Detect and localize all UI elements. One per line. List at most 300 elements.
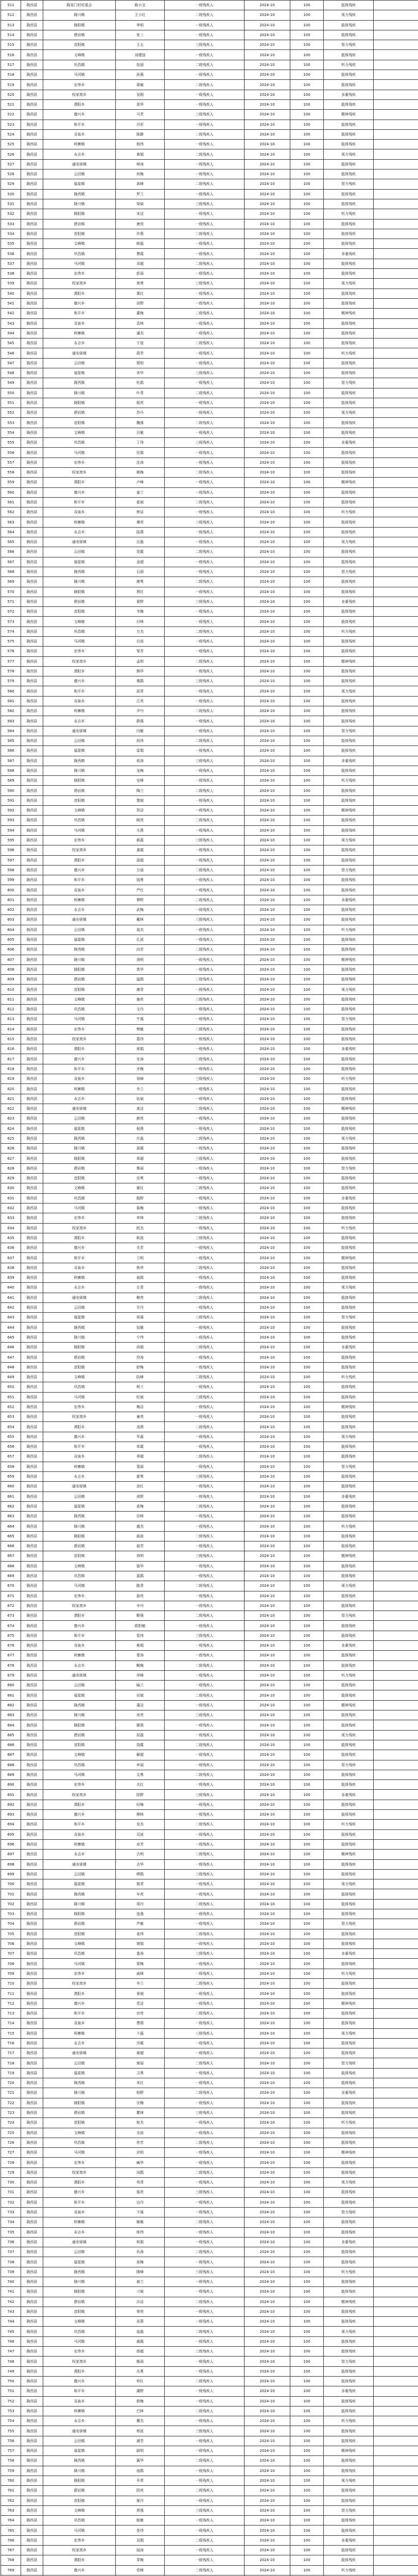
table-row bbox=[1, 418, 418, 428]
category-cell: 一级残疾人 bbox=[165, 1780, 245, 1790]
row-number: 702 bbox=[1, 1899, 21, 1909]
table-row bbox=[1, 1670, 418, 1680]
period-cell: 2024-10 bbox=[245, 140, 290, 149]
remark-cell bbox=[374, 1183, 418, 1193]
remark-cell bbox=[374, 2267, 418, 2277]
unit-cell: 碧岩镇 bbox=[43, 1919, 116, 1929]
remark-cell bbox=[374, 557, 418, 567]
table-row bbox=[1, 2178, 418, 2188]
row-number: 593 bbox=[1, 816, 21, 825]
category-cell: 一级残疾人 bbox=[165, 249, 245, 259]
period-cell: 2024-10 bbox=[245, 835, 290, 845]
remark-cell bbox=[374, 1859, 418, 1869]
name-cell: 边丹 bbox=[116, 2197, 165, 2207]
name-cell: 谭亮 bbox=[116, 517, 165, 527]
table-row bbox=[1, 219, 418, 229]
table-row bbox=[1, 587, 418, 597]
period-cell: 2024-10 bbox=[245, 368, 290, 378]
category-cell: 一级残疾人 bbox=[165, 2118, 245, 2128]
type-cell: 肢体残疾 bbox=[324, 845, 374, 855]
period-cell: 2024-10 bbox=[245, 408, 290, 418]
unit-cell: 马河镇 bbox=[43, 1770, 116, 1780]
type-cell: 肢体残疾 bbox=[324, 746, 374, 756]
category-cell: 一级残疾人 bbox=[165, 1859, 245, 1869]
unit-cell: 文峰镇 bbox=[43, 994, 116, 1004]
remark-cell bbox=[374, 149, 418, 159]
district-cell: 陇西县 bbox=[21, 1183, 43, 1193]
row-number: 522 bbox=[1, 110, 21, 120]
amount-cell: 100 bbox=[290, 120, 324, 129]
district-cell: 陇西县 bbox=[21, 816, 43, 825]
name-cell: 戚峰 bbox=[116, 1969, 165, 1978]
period-cell: 2024-10 bbox=[245, 1879, 290, 1889]
unit-cell: 陇西镇 bbox=[43, 1889, 116, 1899]
remark-cell bbox=[374, 170, 418, 179]
table-row bbox=[1, 706, 418, 716]
amount-cell: 100 bbox=[290, 478, 324, 487]
unit-cell: 双泉乡 bbox=[43, 507, 116, 517]
category-cell: 一级残疾人 bbox=[165, 1283, 245, 1293]
category-cell: 一级残疾人 bbox=[165, 1750, 245, 1760]
row-number: 541 bbox=[1, 298, 21, 308]
table-row bbox=[1, 1631, 418, 1640]
remark-cell bbox=[374, 1681, 418, 1690]
period-cell: 2024-10 bbox=[245, 756, 290, 766]
category-cell: 一级残疾人 bbox=[165, 666, 245, 676]
amount-cell: 100 bbox=[290, 219, 324, 229]
row-number: 591 bbox=[1, 795, 21, 805]
district-cell: 陇西县 bbox=[21, 239, 43, 249]
unit-cell: 云田镇 bbox=[43, 170, 116, 179]
district-cell: 陇西县 bbox=[21, 2446, 43, 2456]
table-row bbox=[1, 269, 418, 279]
remark-cell bbox=[374, 298, 418, 308]
period-cell: 2024-10 bbox=[245, 1, 290, 10]
district-cell: 陇西县 bbox=[21, 199, 43, 209]
district-cell: 陇西县 bbox=[21, 1710, 43, 1720]
table-row bbox=[1, 517, 418, 527]
row-number: 542 bbox=[1, 309, 21, 318]
period-cell: 2024-10 bbox=[245, 269, 290, 279]
type-cell: 肢体残疾 bbox=[324, 1124, 374, 1133]
unit-cell: 首阳镇 bbox=[43, 1929, 116, 1939]
period-cell: 2024-10 bbox=[245, 915, 290, 925]
name-cell: 牟丽 bbox=[116, 1760, 165, 1770]
period-cell: 2024-10 bbox=[245, 825, 290, 835]
remark-cell bbox=[374, 1253, 418, 1263]
amount-cell: 100 bbox=[290, 2436, 324, 2446]
type-cell: 肢体残疾 bbox=[324, 1989, 374, 1998]
category-cell: 二级残疾人 bbox=[165, 626, 245, 636]
category-cell: 一级残疾人 bbox=[165, 1879, 245, 1889]
row-number: 615 bbox=[1, 1034, 21, 1044]
type-cell: 肢体残疾 bbox=[324, 1571, 374, 1581]
amount-cell: 100 bbox=[290, 736, 324, 745]
table-row bbox=[1, 716, 418, 726]
category-cell: 二级残疾人 bbox=[165, 388, 245, 398]
district-cell: 陇西县 bbox=[21, 1064, 43, 1074]
district-cell: 陇西县 bbox=[21, 120, 43, 129]
name-cell: 池鹃 bbox=[116, 2466, 165, 2476]
period-cell: 2024-10 bbox=[245, 795, 290, 805]
unit-cell: 德兴乡 bbox=[43, 865, 116, 875]
name-cell: 陈静 bbox=[116, 129, 165, 139]
unit-cell: 双泉乡 bbox=[43, 1074, 116, 1084]
unit-cell: 首阳镇 bbox=[43, 2118, 116, 2128]
name-cell: 舒梅 bbox=[116, 1362, 165, 1372]
district-cell: 陇西县 bbox=[21, 1829, 43, 1839]
table-row bbox=[1, 1392, 418, 1402]
row-number: 569 bbox=[1, 577, 21, 587]
table-row bbox=[1, 1850, 418, 1859]
table-row bbox=[1, 1372, 418, 1382]
type-cell: 听力残疾 bbox=[324, 1372, 374, 1382]
district-cell: 陇西县 bbox=[21, 547, 43, 557]
amount-cell: 100 bbox=[290, 2456, 324, 2466]
table-row bbox=[1, 527, 418, 537]
type-cell: 肢体残疾 bbox=[324, 2188, 374, 2197]
period-cell: 2024-10 bbox=[245, 706, 290, 716]
table-row bbox=[1, 467, 418, 477]
category-cell: 一级残疾人 bbox=[165, 1203, 245, 1213]
amount-cell: 100 bbox=[290, 110, 324, 120]
type-cell: 听力残疾 bbox=[324, 2565, 374, 2575]
category-cell: 一级残疾人 bbox=[165, 686, 245, 696]
category-cell: 一级残疾人 bbox=[165, 776, 245, 786]
unit-cell: 权家湾乡 bbox=[43, 2357, 116, 2366]
district-cell: 陇西县 bbox=[21, 1681, 43, 1690]
amount-cell: 100 bbox=[290, 2277, 324, 2286]
name-cell: 邓超 bbox=[116, 259, 165, 268]
table-row bbox=[1, 1730, 418, 1740]
category-cell: 三级残疾人 bbox=[165, 1631, 245, 1640]
category-cell: 一级残疾人 bbox=[165, 2546, 245, 2555]
type-cell: 精神残疾 bbox=[324, 1402, 374, 1412]
row-number: 713 bbox=[1, 2008, 21, 2018]
category-cell: 一级残疾人 bbox=[165, 358, 245, 368]
district-cell: 陇西县 bbox=[21, 467, 43, 477]
amount-cell: 100 bbox=[290, 90, 324, 99]
name-cell: 苍伟 bbox=[116, 2526, 165, 2535]
table-row bbox=[1, 1352, 418, 1362]
name-cell: 田野 bbox=[116, 298, 165, 308]
amount-cell: 100 bbox=[290, 10, 324, 20]
unit-cell: 宏伟乡 bbox=[43, 835, 116, 845]
unit-cell: 德兴乡 bbox=[43, 110, 116, 120]
unit-cell: 巩昌镇 bbox=[43, 2327, 116, 2336]
type-cell: 肢体残疾 bbox=[324, 1690, 374, 1700]
remark-cell bbox=[374, 1263, 418, 1273]
remark-cell bbox=[374, 865, 418, 875]
remark-cell bbox=[374, 1104, 418, 1113]
row-number: 526 bbox=[1, 149, 21, 159]
name-cell: 解超 bbox=[116, 1750, 165, 1760]
name-cell: 桑霞 bbox=[116, 2336, 165, 2346]
amount-cell: 100 bbox=[290, 2546, 324, 2555]
row-number: 717 bbox=[1, 2048, 21, 2058]
district-cell: 陇西县 bbox=[21, 1810, 43, 1820]
row-number: 576 bbox=[1, 647, 21, 656]
table-row bbox=[1, 1541, 418, 1551]
category-cell: 一级残疾人 bbox=[165, 1352, 245, 1362]
district-cell: 陇西县 bbox=[21, 1899, 43, 1909]
category-cell: 一级残疾人 bbox=[165, 2197, 245, 2207]
table-row bbox=[1, 1263, 418, 1273]
period-cell: 2024-10 bbox=[245, 328, 290, 338]
row-number: 735 bbox=[1, 2227, 21, 2237]
category-cell: 二级残疾人 bbox=[165, 309, 245, 318]
amount-cell: 100 bbox=[290, 2426, 324, 2436]
table-body bbox=[1, 1, 418, 2576]
district-cell: 陇西县 bbox=[21, 507, 43, 517]
category-cell: 一级残疾人 bbox=[165, 1332, 245, 1342]
category-cell: 一级残疾人 bbox=[165, 1989, 245, 1998]
district-cell: 陇西县 bbox=[21, 20, 43, 30]
period-cell: 2024-10 bbox=[245, 209, 290, 219]
district-cell: 陇西县 bbox=[21, 1631, 43, 1640]
district-cell: 陇西县 bbox=[21, 766, 43, 775]
amount-cell: 100 bbox=[290, 1621, 324, 1631]
amount-cell: 100 bbox=[290, 895, 324, 905]
table-row bbox=[1, 2267, 418, 2277]
remark-cell bbox=[374, 2476, 418, 2485]
type-cell: 肢体残疾 bbox=[324, 2068, 374, 2078]
category-cell: 三级残疾人 bbox=[165, 756, 245, 766]
name-cell: 罗兰 bbox=[116, 189, 165, 199]
unit-cell: 福星镇 bbox=[43, 1313, 116, 1323]
type-cell: 肢体残疾 bbox=[324, 80, 374, 90]
remark-cell bbox=[374, 159, 418, 169]
row-number: 515 bbox=[1, 40, 21, 50]
table-row bbox=[1, 1104, 418, 1113]
unit-cell: 和平乡 bbox=[43, 497, 116, 507]
row-number: 719 bbox=[1, 2068, 21, 2078]
category-cell: 一级残疾人 bbox=[165, 2148, 245, 2158]
period-cell: 2024-10 bbox=[245, 507, 290, 517]
amount-cell: 100 bbox=[290, 398, 324, 408]
table-row bbox=[1, 1571, 418, 1581]
period-cell: 2024-10 bbox=[245, 1372, 290, 1382]
amount-cell: 100 bbox=[290, 1, 324, 10]
name-cell: 孙强 bbox=[116, 70, 165, 80]
unit-cell: 云田镇 bbox=[43, 547, 116, 557]
remark-cell bbox=[374, 2297, 418, 2307]
row-number: 518 bbox=[1, 70, 21, 80]
unit-cell: 双泉乡 bbox=[43, 696, 116, 706]
period-cell: 2024-10 bbox=[245, 1442, 290, 1452]
unit-cell: 陇川镇 bbox=[43, 2277, 116, 2286]
unit-cell: 巩昌镇 bbox=[43, 2516, 116, 2526]
row-number: 560 bbox=[1, 487, 21, 497]
name-cell: 沙洁 bbox=[116, 2297, 165, 2307]
row-number: 656 bbox=[1, 1442, 21, 1452]
type-cell: 肢体残疾 bbox=[324, 1203, 374, 1213]
type-cell: 精神残疾 bbox=[324, 309, 374, 318]
amount-cell: 100 bbox=[290, 2535, 324, 2545]
amount-cell: 100 bbox=[290, 378, 324, 388]
table-row bbox=[1, 60, 418, 70]
category-cell: 一级残疾人 bbox=[165, 2038, 245, 2048]
unit-cell: 巩昌镇 bbox=[43, 1949, 116, 1959]
row-number: 700 bbox=[1, 1879, 21, 1889]
type-cell: 肢体残疾 bbox=[324, 706, 374, 716]
name-cell: 骆华 bbox=[116, 1561, 165, 1571]
type-cell: 肢体残疾 bbox=[324, 2516, 374, 2526]
category-cell: 二级残疾人 bbox=[165, 497, 245, 507]
period-cell: 2024-10 bbox=[245, 1471, 290, 1481]
name-cell: 陆燕 bbox=[116, 527, 165, 537]
table-row bbox=[1, 597, 418, 606]
district-cell: 陇西县 bbox=[21, 527, 43, 537]
period-cell: 2024-10 bbox=[245, 1332, 290, 1342]
category-cell: 二级残疾人 bbox=[165, 2247, 245, 2257]
remark-cell bbox=[374, 2048, 418, 2058]
remark-cell bbox=[374, 964, 418, 974]
unit-cell: 陇川镇 bbox=[43, 2088, 116, 2098]
district-cell: 陇西县 bbox=[21, 219, 43, 229]
type-cell: 肢体残疾 bbox=[324, 1054, 374, 1064]
period-cell: 2024-10 bbox=[245, 219, 290, 229]
district-cell: 陇西县 bbox=[21, 99, 43, 109]
amount-cell: 100 bbox=[290, 1581, 324, 1591]
name-cell: 应明 bbox=[116, 2148, 165, 2158]
remark-cell bbox=[374, 806, 418, 816]
amount-cell: 100 bbox=[290, 2138, 324, 2147]
remark-cell bbox=[374, 1362, 418, 1372]
type-cell: 肢体残疾 bbox=[324, 1362, 374, 1372]
category-cell: 一级残疾人 bbox=[165, 2366, 245, 2376]
remark-cell bbox=[374, 2336, 418, 2346]
remark-cell bbox=[374, 289, 418, 298]
remark-cell bbox=[374, 2565, 418, 2575]
name-cell: 白波 bbox=[116, 637, 165, 647]
unit-cell: 首阳镇 bbox=[43, 607, 116, 617]
name-cell: 荣亮 bbox=[116, 2307, 165, 2316]
unit-cell: 渭阳乡 bbox=[43, 478, 116, 487]
name-cell: 周敏 bbox=[116, 80, 165, 90]
type-cell: 智力残疾 bbox=[324, 1313, 374, 1323]
table-row bbox=[1, 1690, 418, 1700]
district-cell: 陇西县 bbox=[21, 1174, 43, 1183]
district-cell: 陇西县 bbox=[21, 865, 43, 875]
remark-cell bbox=[374, 1223, 418, 1233]
table-row bbox=[1, 80, 418, 90]
category-cell: 一级残疾人 bbox=[165, 726, 245, 736]
amount-cell: 100 bbox=[290, 1243, 324, 1253]
unit-cell: 福星镇 bbox=[43, 1879, 116, 1889]
name-cell: 文丹 bbox=[116, 1004, 165, 1014]
amount-cell: 100 bbox=[290, 1442, 324, 1452]
table-row bbox=[1, 2128, 418, 2138]
district-cell: 陇西县 bbox=[21, 149, 43, 159]
table-row bbox=[1, 20, 418, 30]
district-cell: 陇西县 bbox=[21, 1501, 43, 1511]
row-number: 557 bbox=[1, 457, 21, 467]
period-cell: 2024-10 bbox=[245, 259, 290, 268]
remark-cell bbox=[374, 1850, 418, 1859]
table-row bbox=[1, 1969, 418, 1978]
table-row bbox=[1, 835, 418, 845]
row-number: 594 bbox=[1, 825, 21, 835]
category-cell: 一级残疾人 bbox=[165, 2178, 245, 2188]
category-cell: 一级残疾人 bbox=[165, 209, 245, 219]
table-row bbox=[1, 2476, 418, 2485]
row-number: 649 bbox=[1, 1372, 21, 1382]
remark-cell bbox=[374, 1283, 418, 1293]
district-cell: 陇西县 bbox=[21, 229, 43, 239]
row-number: 680 bbox=[1, 1681, 21, 1690]
table-row bbox=[1, 1094, 418, 1104]
table-row bbox=[1, 170, 418, 179]
table-row bbox=[1, 2068, 418, 2078]
amount-cell: 100 bbox=[290, 289, 324, 298]
period-cell: 2024-10 bbox=[245, 1412, 290, 1422]
remark-cell bbox=[374, 2118, 418, 2128]
type-cell: 肢体残疾 bbox=[324, 1621, 374, 1631]
amount-cell: 100 bbox=[290, 1313, 324, 1323]
row-number: 662 bbox=[1, 1501, 21, 1511]
category-cell: 三级残疾人 bbox=[165, 2347, 245, 2357]
name-cell: 卓芳 bbox=[116, 1839, 165, 1849]
table-row bbox=[1, 428, 418, 437]
row-number: 524 bbox=[1, 129, 21, 139]
district-cell: 陇西县 bbox=[21, 1213, 43, 1223]
type-cell: 精神残疾 bbox=[324, 1551, 374, 1561]
unit-cell: 双泉乡 bbox=[43, 318, 116, 328]
type-cell: 多重残疾 bbox=[324, 1343, 374, 1352]
period-cell: 2024-10 bbox=[245, 2108, 290, 2117]
district-cell: 陇西县 bbox=[21, 1412, 43, 1422]
amount-cell: 100 bbox=[290, 696, 324, 706]
row-number: 762 bbox=[1, 2496, 21, 2505]
remark-cell bbox=[374, 776, 418, 786]
category-cell: 三级残疾人 bbox=[165, 1471, 245, 1481]
period-cell: 2024-10 bbox=[245, 1362, 290, 1372]
amount-cell: 100 bbox=[290, 2396, 324, 2406]
category-cell: 一级残疾人 bbox=[165, 30, 245, 40]
type-cell: 肢体残疾 bbox=[324, 2128, 374, 2138]
remark-cell bbox=[374, 1114, 418, 1124]
name-cell: 项丹 bbox=[116, 1899, 165, 1909]
amount-cell: 100 bbox=[290, 1233, 324, 1243]
name-cell: 马芳 bbox=[116, 110, 165, 120]
remark-cell bbox=[374, 378, 418, 388]
period-cell: 2024-10 bbox=[245, 10, 290, 20]
amount-cell: 100 bbox=[290, 786, 324, 795]
remark-cell bbox=[374, 626, 418, 636]
name-cell: 臧华 bbox=[116, 2158, 165, 2167]
name-cell: 易峰 bbox=[116, 1074, 165, 1084]
table-row bbox=[1, 10, 418, 20]
row-number: 529 bbox=[1, 179, 21, 189]
type-cell: 肢体残疾 bbox=[324, 1531, 374, 1541]
name-cell: 梅洁 bbox=[116, 1402, 165, 1412]
district-cell: 陇西县 bbox=[21, 517, 43, 527]
period-cell: 2024-10 bbox=[245, 1193, 290, 1203]
amount-cell: 100 bbox=[290, 1531, 324, 1541]
amount-cell: 100 bbox=[290, 2565, 324, 2575]
name-cell: 阴亮 bbox=[116, 2486, 165, 2496]
name-cell: 滕燕 bbox=[116, 1720, 165, 1730]
table-row bbox=[1, 1442, 418, 1452]
district-cell: 陇西县 bbox=[21, 736, 43, 745]
amount-cell: 100 bbox=[290, 428, 324, 437]
period-cell: 2024-10 bbox=[245, 1959, 290, 1969]
name-cell: 尚娟 bbox=[116, 1343, 165, 1352]
table-row bbox=[1, 975, 418, 985]
table-row bbox=[1, 1014, 418, 1024]
amount-cell: 100 bbox=[290, 1462, 324, 1471]
